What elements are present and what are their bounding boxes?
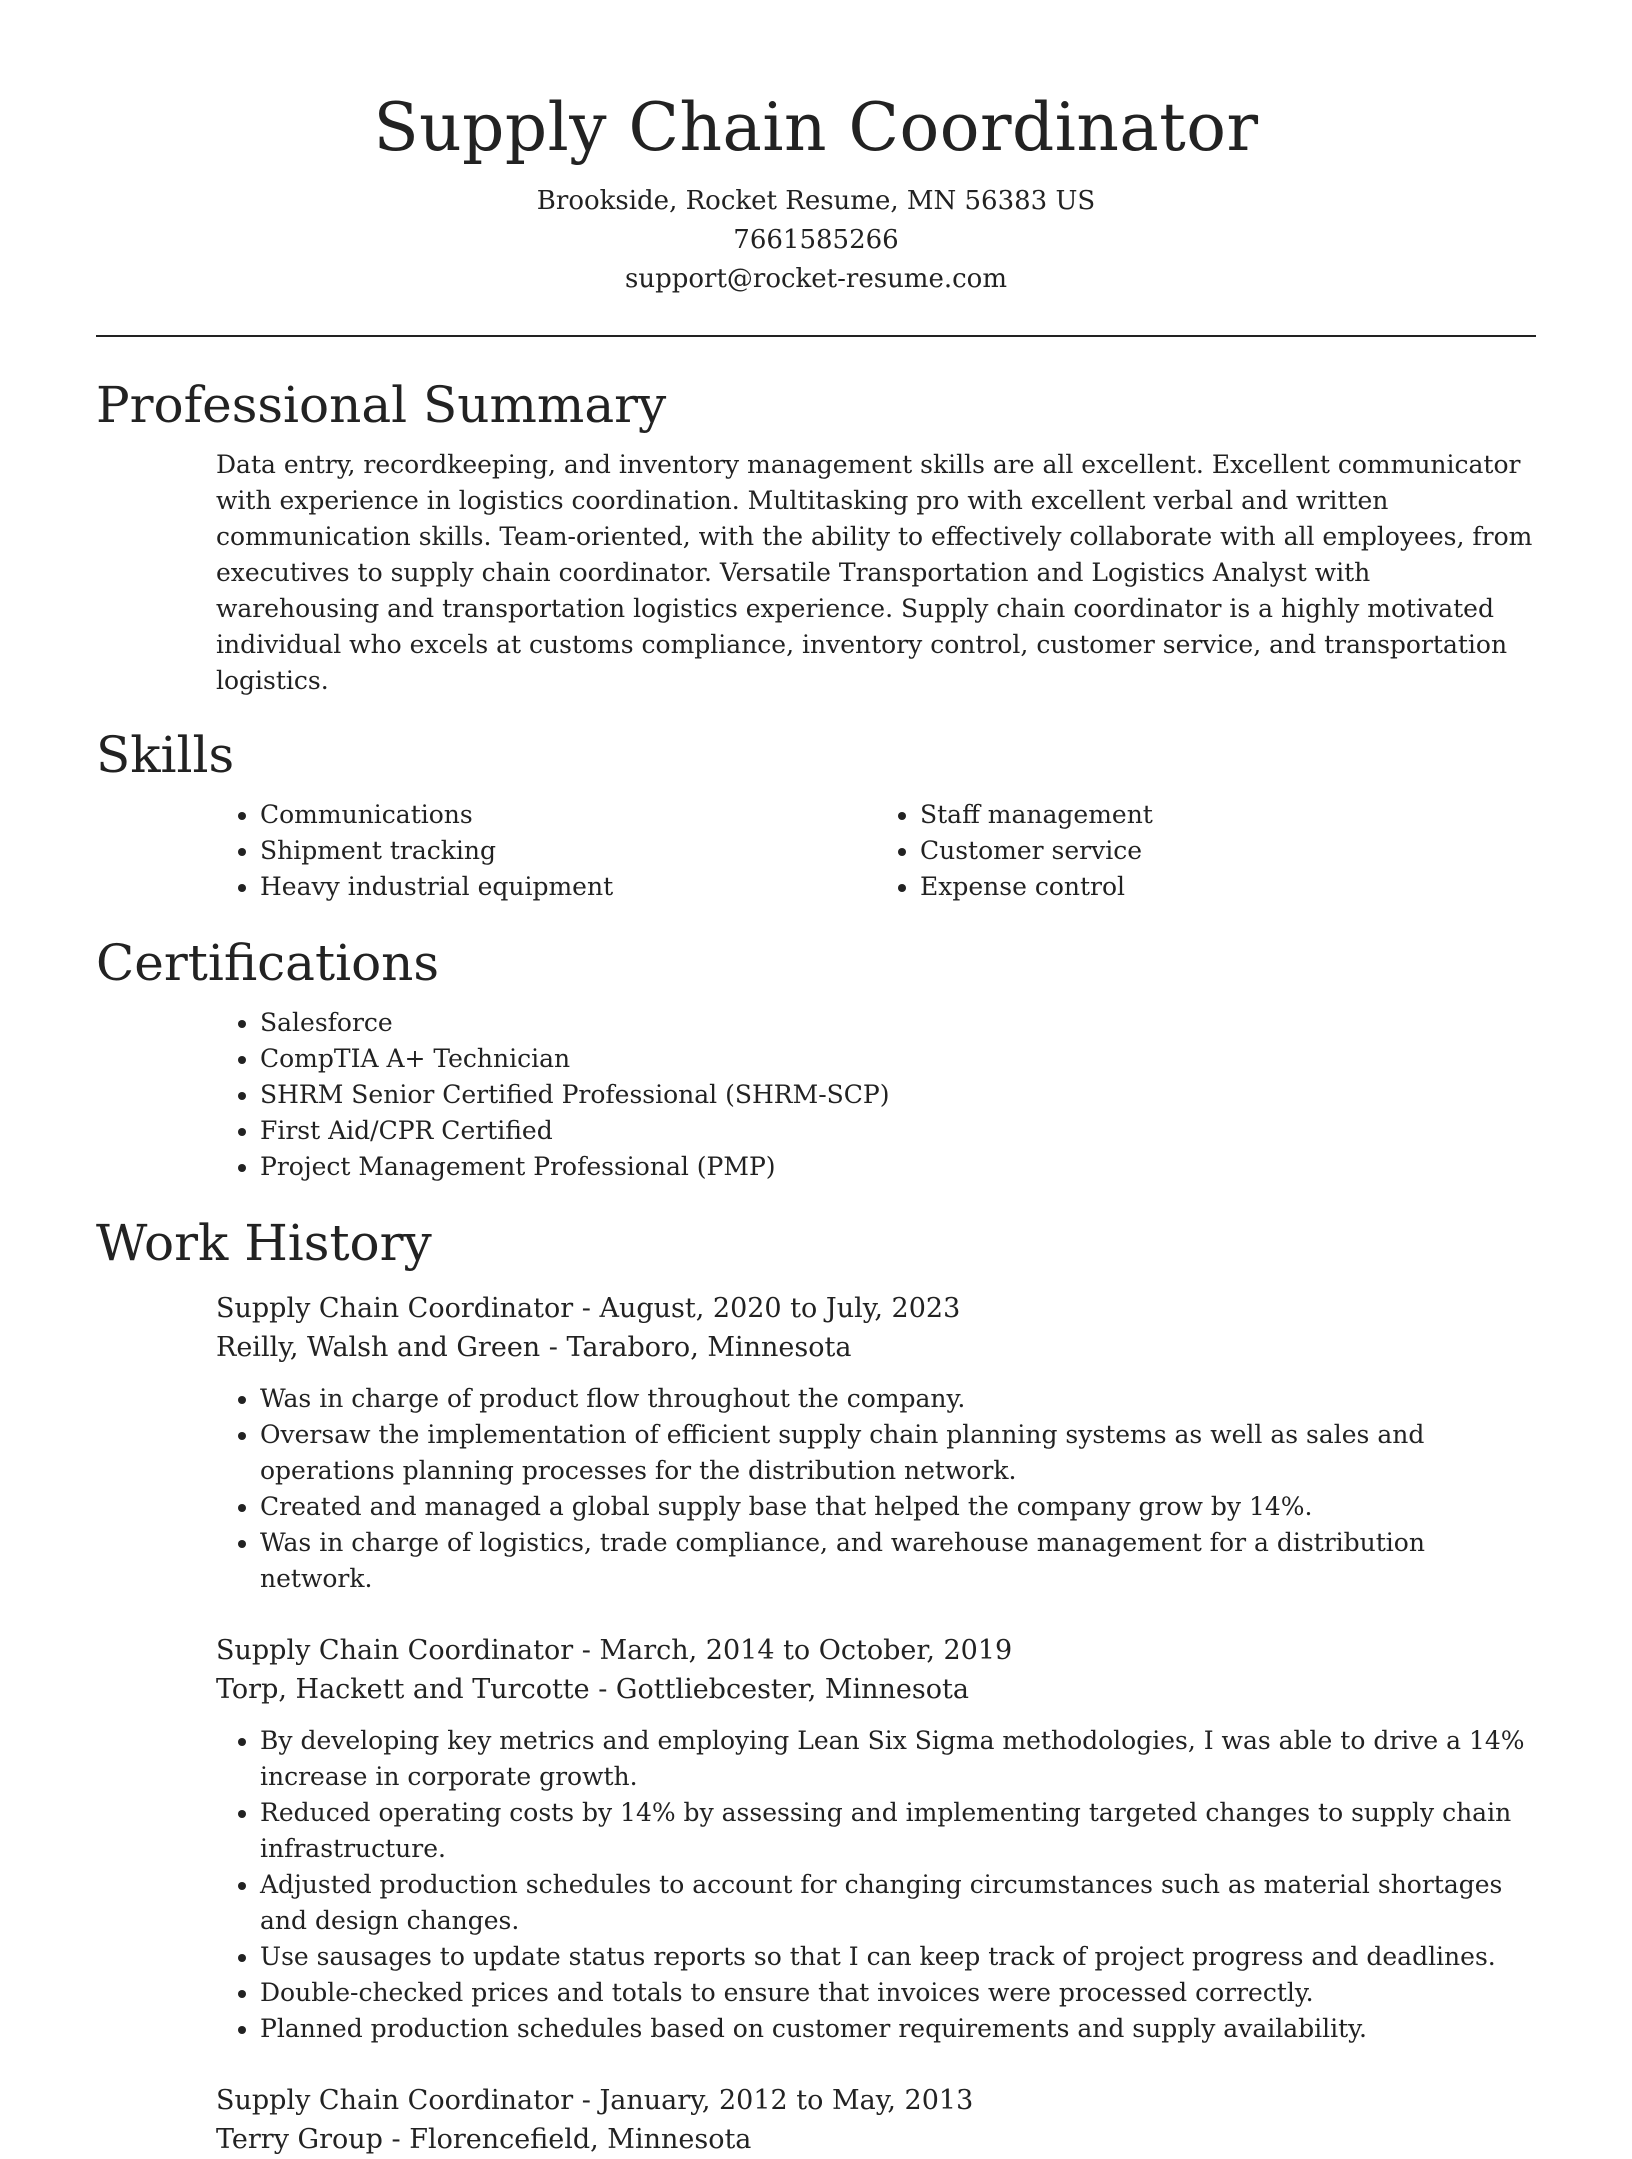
- job-bullets: [216, 1723, 1536, 2047]
- skill-item: • Communications: [260, 797, 876, 833]
- phone: 7661585266: [733, 225, 899, 255]
- certification-item: • First Aid/CPR Certified: [260, 1113, 1536, 1149]
- job-bullet: • Created and managed a global supply base that helped the company grow by 14%.: [260, 1489, 1536, 1525]
- certifications-section: [96, 933, 1536, 1185]
- job-company: Terry Group: [216, 2124, 383, 2155]
- certification-item: • Project Management Professional (PMP): [260, 1149, 1536, 1185]
- header-divider: [96, 335, 1536, 337]
- certification-item: • CompTIA A+ Technician: [260, 1041, 1536, 1077]
- job-title: Supply Chain Coordinator: [216, 1293, 574, 1324]
- job-entry: [216, 2081, 1536, 2159]
- skills-left-list: [216, 797, 876, 905]
- job-bullet: • Oversaw the implementation of efficient supply chain planning systems as well as sales and operations planning processes for the distribution network.: [260, 1417, 1536, 1489]
- job-bullet: • By developing key metrics and employing Lean Six Sigma methodologies, I was able to drive a 14% increase in corporate growth.: [260, 1723, 1536, 1795]
- skill-item: • Heavy industrial equipment: [260, 869, 876, 905]
- address: Brookside, Rocket Resume, MN 56383 US: [536, 186, 1096, 216]
- skills-right-list: [876, 797, 1536, 905]
- certification-item: • Salesforce: [260, 1005, 1536, 1041]
- job-title: Supply Chain Coordinator: [216, 2085, 574, 2116]
- certifications-list: [216, 1005, 1536, 1185]
- contact-block: [96, 182, 1536, 299]
- summary-heading: Professional Summary: [96, 376, 667, 434]
- job-bullet: • Was in charge of logistics, trade compliance, and warehouse management for a distribution network.: [260, 1525, 1536, 1597]
- summary-section: [96, 375, 1536, 699]
- summary-text: Data entry, recordkeeping, and inventory management skills are all excellent. Excellent communicator with experience in logistics coordination. Multitasking pro with excellent verbal and written communication skills. Team-oriented, with the ability to effectively collaborate with all employees, from executives to supply chain coordinator. Versatile Transportation and Logistics Analyst with warehousing and transportation logistics experience. Supply chain coordinator is a highly motivated individual who excels at customs compliance, inventory control, customer service, and transportation logistics.: [216, 450, 1533, 695]
- skills-columns: [216, 797, 1536, 905]
- job-title-line: [216, 2081, 1536, 2121]
- job-company: Torp, Hackett and Turcotte: [216, 1674, 590, 1705]
- job-company-line: [216, 1329, 1536, 1367]
- certification-item: • SHRM Senior Certified Professional (SHRM-SCP): [260, 1077, 1536, 1113]
- job-location: - Gottliebcester, Minnesota: [589, 1674, 969, 1705]
- email: support@rocket-resume.com: [624, 264, 1007, 294]
- job-company-line: [216, 2121, 1536, 2159]
- job-dates: - August, 2020 to July, 2023: [573, 1293, 961, 1324]
- skills-section: [96, 725, 1536, 905]
- job-bullet: • Was in charge of product flow throughout the company.: [260, 1381, 1536, 1417]
- skill-item: • Staff management: [920, 797, 1536, 833]
- job-company-line: [216, 1671, 1536, 1709]
- job-dates: - March, 2014 to October, 2019: [573, 1635, 1013, 1666]
- skill-item: • Shipment tracking: [260, 833, 876, 869]
- job-title: Supply Chain Coordinator: [216, 1635, 574, 1666]
- job-location: - Florencefield, Minnesota: [382, 2124, 752, 2155]
- job-dates: - January, 2012 to May, 2013: [573, 2085, 974, 2116]
- job-location: - Taraboro, Minnesota: [540, 1332, 852, 1363]
- job-entry: [216, 1289, 1536, 1597]
- work-history-heading: Work History: [96, 1214, 432, 1272]
- skill-item: • Customer service: [920, 833, 1536, 869]
- job-entry: [216, 1631, 1536, 2047]
- job-title-line: [216, 1289, 1536, 1329]
- certifications-heading: Certifications: [96, 934, 440, 992]
- resume-name: Supply Chain Coordinator: [373, 89, 1259, 166]
- job-bullets: [216, 1381, 1536, 1597]
- job-bullet: • Double-checked prices and totals to ensure that invoices were processed correctly.: [260, 1975, 1536, 2011]
- skill-item: • Expense control: [920, 869, 1536, 905]
- job-bullet: • Adjusted production schedules to account for changing circumstances such as material shortages and design changes.: [260, 1867, 1536, 1939]
- skills-heading: Skills: [96, 726, 235, 784]
- job-company: Reilly, Walsh and Green: [216, 1332, 541, 1363]
- job-bullet: • Use sausages to update status reports so that I can keep track of project progress and deadlines.: [260, 1939, 1536, 1975]
- work-history-section: [96, 1213, 1536, 2159]
- job-bullet: • Reduced operating costs by 14% by assessing and implementing targeted changes to supply chain infrastructure.: [260, 1795, 1536, 1867]
- job-title-line: [216, 1631, 1536, 1671]
- job-bullet: • Planned production schedules based on customer requirements and supply availability.: [260, 2011, 1536, 2047]
